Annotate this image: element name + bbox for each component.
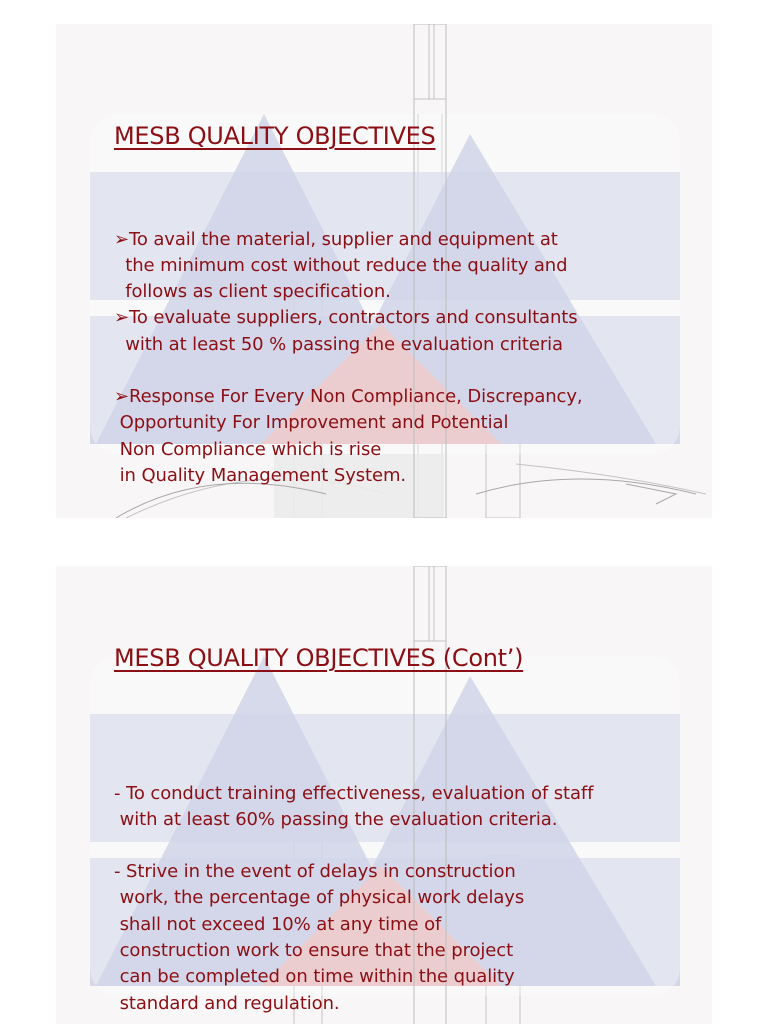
objective-item: ➢To avail the material, supplier and equipment at the minimum cost without reduce the quality and follows as client specification. [114, 228, 568, 303]
objective-item: ➢Response For Every Non Compliance, Discrepancy, Opportunity For Improvement and Potential Non Compliance which is rise in Quality Management System. [114, 386, 583, 486]
objective-item: - Strive in the event of delays in construction work, the percentage of physical work delays shall not exceed 10% at any time of construction work to ensure that the project can be completed on time within the quality standard and regulation. [114, 861, 525, 1014]
slide-1-title: MESB QUALITY OBJECTIVES [114, 122, 436, 150]
objective-item: - To conduct training effectiveness, evaluation of staff with at least 60% passing the evaluation criteria. [114, 782, 594, 830]
dash-bullet: - [114, 861, 127, 883]
slide-1-body [114, 174, 583, 489]
arrow-bullet-icon: ➢ [114, 386, 129, 408]
slide-2 [56, 566, 712, 1024]
arrow-bullet-icon: ➢ [114, 307, 129, 329]
slide-2-body [114, 728, 593, 1017]
objective-item: ➢To evaluate suppliers, contractors and consultants with at least 50 % passing the evaluation criteria [114, 307, 578, 355]
slide-1 [56, 24, 712, 518]
arrow-bullet-icon: ➢ [114, 228, 129, 250]
slide-2-title: MESB QUALITY OBJECTIVES (Cont’) [114, 644, 524, 672]
dash-bullet: - [114, 782, 127, 804]
